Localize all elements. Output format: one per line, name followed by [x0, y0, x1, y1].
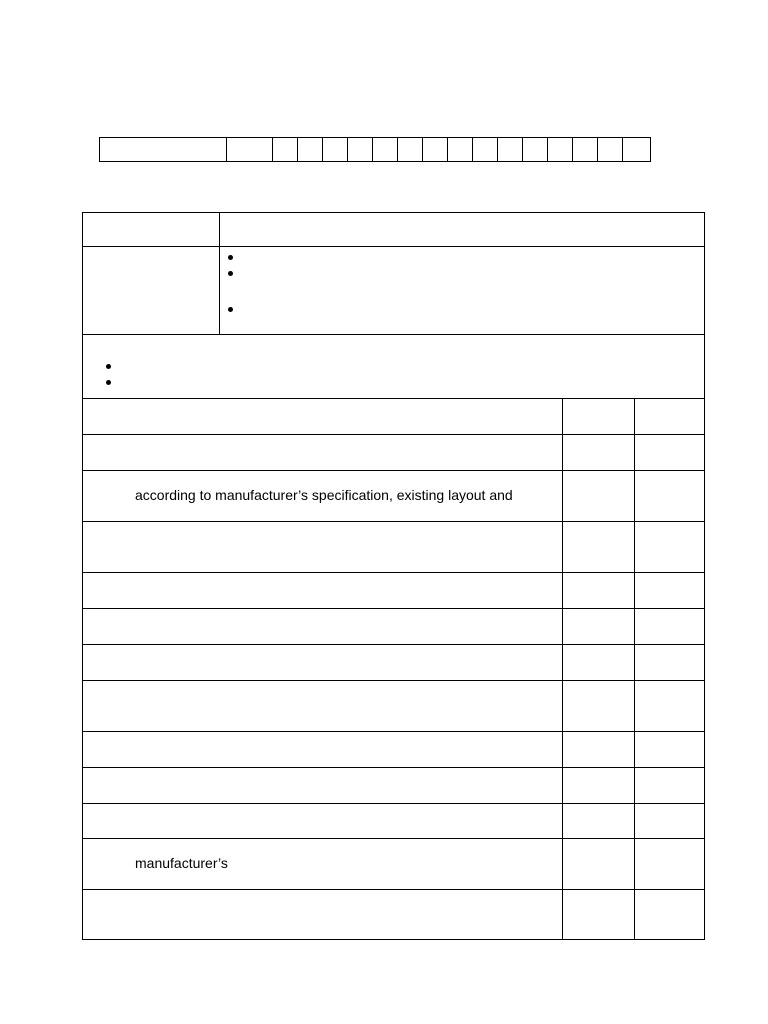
- table-row: [83, 768, 705, 804]
- bullet-icon: [228, 255, 233, 260]
- table-row: [83, 804, 705, 839]
- check-cell[interactable]: [563, 768, 635, 804]
- check-cell[interactable]: [635, 890, 705, 940]
- notes-row: [83, 335, 705, 399]
- bullet-icon: [228, 307, 233, 312]
- id-box[interactable]: [323, 138, 348, 161]
- check-cell[interactable]: [563, 522, 635, 573]
- check-cell[interactable]: [563, 732, 635, 768]
- id-box[interactable]: [623, 138, 648, 161]
- check-cell[interactable]: [563, 681, 635, 732]
- id-box[interactable]: [398, 138, 423, 161]
- header-label-cell: [83, 213, 220, 247]
- id-box-strip: [99, 137, 651, 162]
- item-cell: [83, 768, 563, 804]
- check-cell[interactable]: [563, 839, 635, 890]
- check-cell[interactable]: [563, 399, 635, 435]
- check-cell[interactable]: [635, 522, 705, 573]
- id-box[interactable]: [473, 138, 498, 161]
- item-cell: [83, 471, 563, 522]
- bullet-icon: [106, 380, 111, 385]
- item-cell: [83, 399, 563, 435]
- table-row: [83, 399, 705, 435]
- check-cell[interactable]: [635, 435, 705, 471]
- header-row: [83, 213, 705, 247]
- table-row: [83, 471, 705, 522]
- criteria-bullets-cell: [220, 247, 705, 335]
- criteria-row: [83, 247, 705, 335]
- checklist-table: [82, 212, 705, 940]
- table-row: [83, 890, 705, 940]
- check-cell[interactable]: [635, 573, 705, 609]
- check-cell[interactable]: [563, 609, 635, 645]
- id-box-label[interactable]: [100, 138, 227, 161]
- item-cell: [83, 522, 563, 573]
- check-cell[interactable]: [635, 681, 705, 732]
- id-box[interactable]: [423, 138, 448, 161]
- check-cell[interactable]: [563, 471, 635, 522]
- item-cell: [83, 890, 563, 940]
- item-cell: [83, 732, 563, 768]
- check-cell[interactable]: [563, 573, 635, 609]
- id-box[interactable]: [348, 138, 373, 161]
- item-cell: [83, 804, 563, 839]
- table-row: [83, 522, 705, 573]
- check-cell[interactable]: [635, 645, 705, 681]
- check-cell[interactable]: [635, 609, 705, 645]
- table-row: [83, 681, 705, 732]
- item-cell: [83, 645, 563, 681]
- check-cell[interactable]: [635, 768, 705, 804]
- bullet-icon: [228, 271, 233, 276]
- item-text: according to manufacturer’s specification, existing layout and: [135, 487, 513, 503]
- id-box[interactable]: [523, 138, 548, 161]
- id-box[interactable]: [448, 138, 473, 161]
- table-row: [83, 435, 705, 471]
- check-cell[interactable]: [563, 890, 635, 940]
- table-row: [83, 645, 705, 681]
- item-cell: [83, 839, 563, 890]
- id-box[interactable]: [227, 138, 273, 161]
- criteria-label-cell: [83, 247, 220, 335]
- check-cell[interactable]: [635, 804, 705, 839]
- check-cell[interactable]: [563, 804, 635, 839]
- check-cell[interactable]: [563, 435, 635, 471]
- header-value-cell: [220, 213, 705, 247]
- check-cell[interactable]: [635, 732, 705, 768]
- notes-bullets-cell: [83, 335, 705, 399]
- check-cell[interactable]: [635, 839, 705, 890]
- id-box[interactable]: [273, 138, 298, 161]
- id-box[interactable]: [373, 138, 398, 161]
- item-text: manufacturer’s: [135, 855, 228, 871]
- bullet-icon: [106, 364, 111, 369]
- table-row: [83, 839, 705, 890]
- check-cell[interactable]: [563, 645, 635, 681]
- table-row: [83, 732, 705, 768]
- item-cell: [83, 681, 563, 732]
- id-box[interactable]: [498, 138, 523, 161]
- id-box[interactable]: [548, 138, 573, 161]
- item-cell: [83, 573, 563, 609]
- id-box[interactable]: [573, 138, 598, 161]
- id-box[interactable]: [298, 138, 323, 161]
- id-box[interactable]: [598, 138, 623, 161]
- table-row: [83, 573, 705, 609]
- item-cell: [83, 609, 563, 645]
- table-row: [83, 609, 705, 645]
- check-cell[interactable]: [635, 471, 705, 522]
- item-cell: [83, 435, 563, 471]
- check-cell[interactable]: [635, 399, 705, 435]
